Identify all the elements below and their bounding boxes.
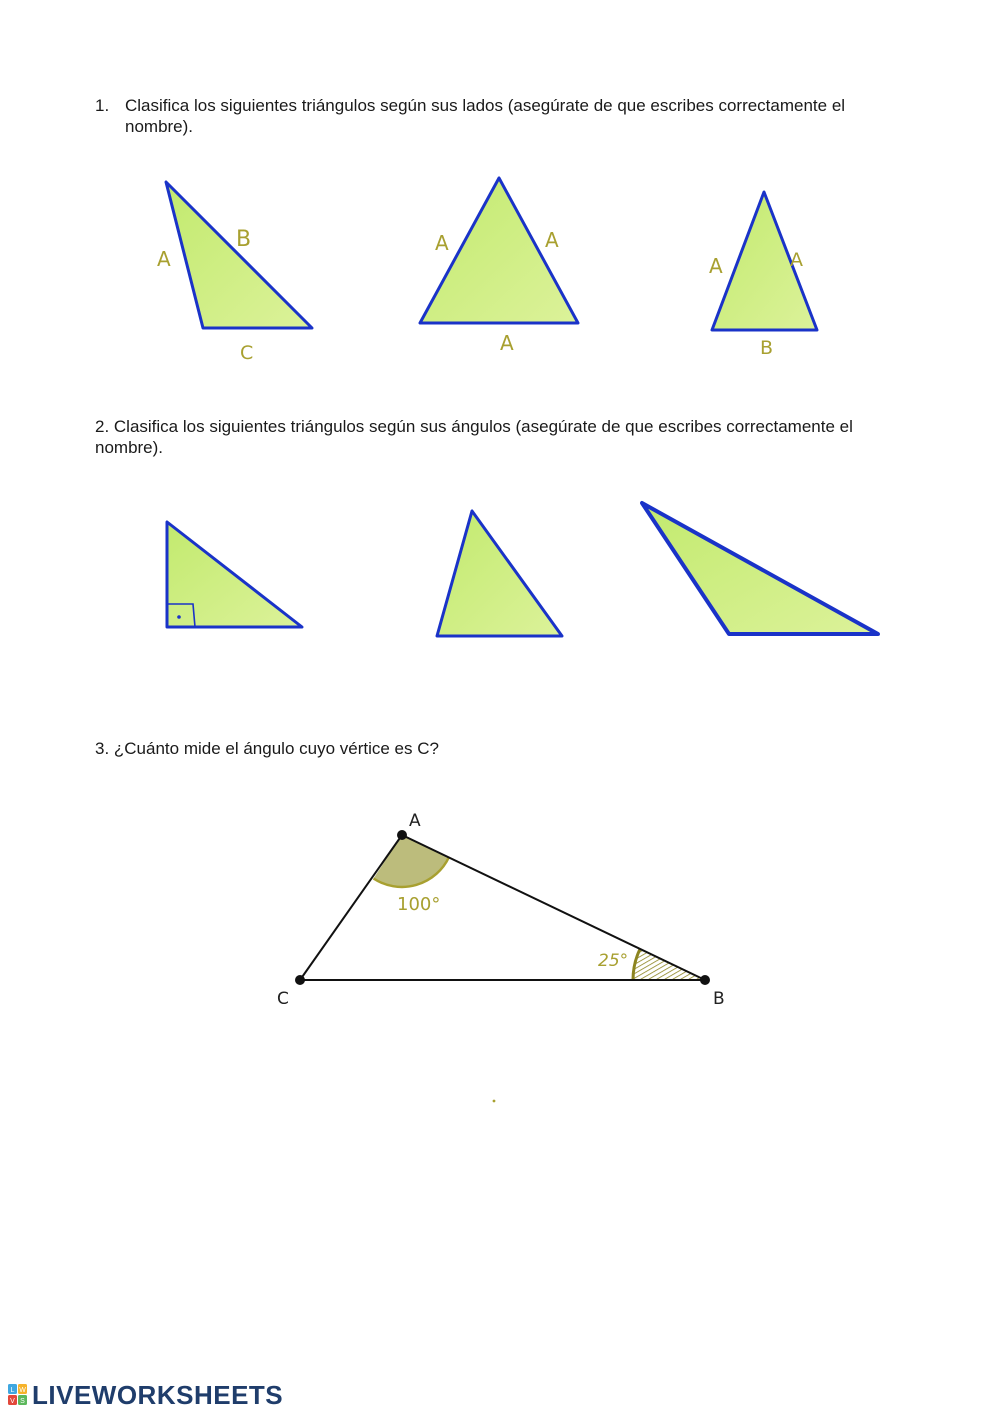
q1-triangle-isosceles [709, 192, 817, 359]
liveworksheets-logo-icon [8, 1384, 28, 1406]
q1-t2-side-left-label: A [435, 231, 449, 255]
footer-brand-text[interactable]: LIVEWORKSHEETS [32, 1379, 284, 1410]
q1-t3-side-right-label: A [790, 249, 803, 271]
angle-a-value: 100° [397, 894, 441, 915]
q1-triangle-equilateral [420, 178, 578, 355]
right-angle-dot [177, 615, 181, 619]
q1-t2-side-base-label: A [500, 331, 514, 355]
vertex-a-label: A [409, 811, 421, 831]
svg-text:W: W [19, 1387, 26, 1394]
q2-triangle-acute [437, 511, 562, 636]
question-2-text: 2. Clasifica los siguientes triángulos según sus ángulos (asegúrate de que escribes correctamente el nombre). [95, 417, 853, 457]
q1-t3-side-left-label: A [709, 254, 723, 278]
question-1-text: Clasifica los siguientes triángulos según sus lados (asegúrate de que escribes correctamente el nombre). [125, 96, 846, 136]
side-ca [300, 835, 402, 980]
q2-triangle-right [167, 522, 302, 627]
svg-text:L: L [10, 1387, 15, 1394]
q3-triangle-abc [277, 811, 725, 1009]
svg-text:S: S [20, 1398, 25, 1405]
footer-brand [8, 1380, 283, 1410]
vertex-c-label: C [277, 989, 289, 1009]
q1-t1-side-base-label: C [240, 342, 254, 364]
question-3-text: 3. ¿Cuánto mide el ángulo cuyo vértice es C? [95, 739, 439, 758]
vertex-b-label: B [713, 989, 725, 1009]
side-ab [402, 835, 705, 980]
q1-triangle-scalene [157, 182, 312, 364]
q2-triangle-obtuse [642, 503, 878, 634]
q1-t2-side-right-label: A [545, 228, 559, 252]
vertex-c-point [295, 975, 305, 985]
q1-t1-side-left-label: A [157, 247, 171, 271]
vertex-a-point [397, 830, 407, 840]
angle-b-value: 25° [598, 951, 629, 971]
q1-t3-side-base-label: B [760, 337, 774, 359]
stray-dot [493, 1100, 496, 1103]
question-1-number: 1. [95, 96, 110, 115]
svg-text:V: V [10, 1398, 15, 1405]
q1-t1-side-hyp-label: B [236, 227, 252, 252]
vertex-b-point [700, 975, 710, 985]
